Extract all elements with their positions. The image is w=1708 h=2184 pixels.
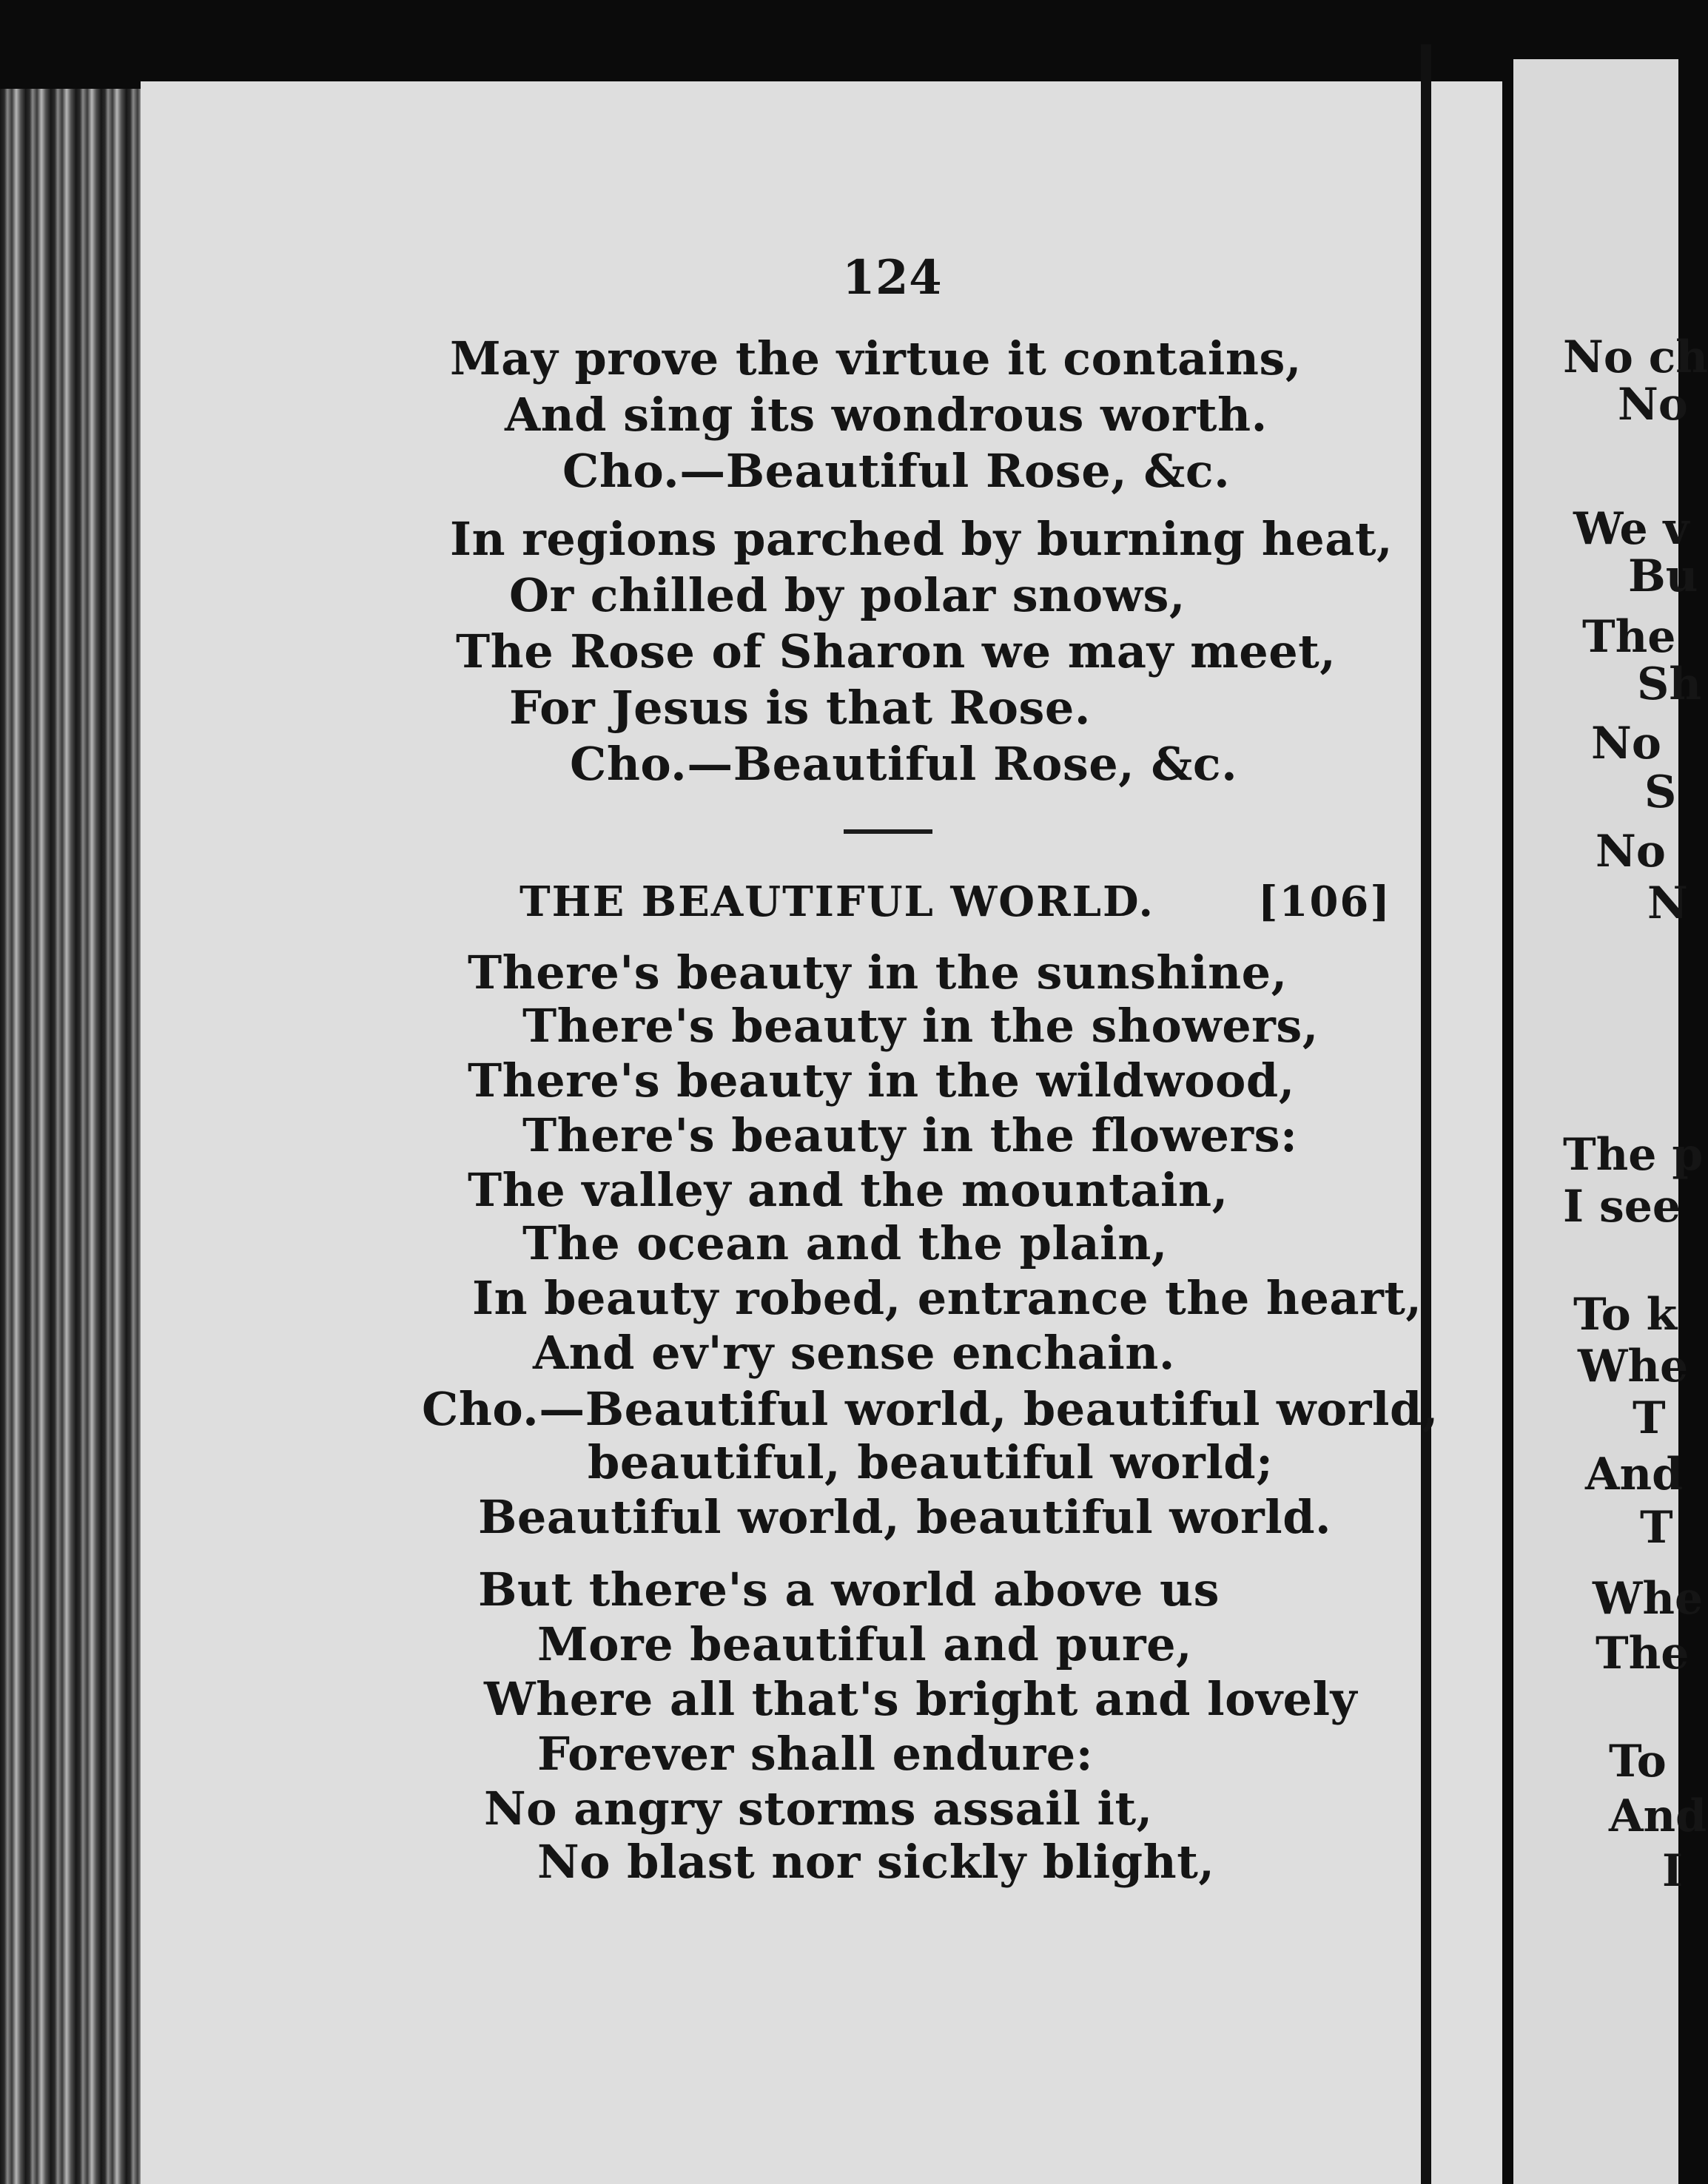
chorus-line-2: beautiful, beautiful world;	[588, 1435, 1274, 1489]
verse2-line-6: No blast nor sickly blight,	[537, 1835, 1215, 1889]
stanza2-line-1: In regions parched by burning heat,	[450, 512, 1393, 566]
right-fragment: No ch	[1563, 331, 1708, 383]
right-fragment: I see	[1563, 1181, 1681, 1233]
stanza2-chorus-ref: Cho.—Beautiful Rose, &c.	[570, 737, 1238, 791]
right-fragment: The	[1582, 611, 1676, 663]
right-fragment: No	[1618, 379, 1688, 431]
right-fragment: And	[1585, 1449, 1684, 1500]
verse2-line-4: Forever shall endure:	[537, 1727, 1094, 1781]
right-fragment: T	[1640, 1502, 1673, 1554]
right-fragment: Sh	[1637, 658, 1701, 710]
right-fragment: I	[1662, 1845, 1684, 1897]
verse2-line-3: Where all that's bright and lovely	[484, 1672, 1358, 1726]
verse2-line-5: No angry storms assail it,	[484, 1782, 1153, 1836]
chorus-line-1: Cho.—Beautiful world, beautiful world,	[422, 1382, 1439, 1436]
right-fragment: T	[1633, 1392, 1666, 1444]
verse1-line-2: There's beauty in the showers,	[522, 999, 1319, 1053]
right-fragment: Whe	[1593, 1573, 1704, 1625]
verse2-line-1: But there's a world above us	[478, 1563, 1220, 1617]
right-fragment: No	[1596, 826, 1666, 877]
stanza1-line-2: And sing its wondrous worth.	[505, 388, 1268, 442]
song-title: THE BEAUTIFUL WORLD.	[520, 877, 1155, 926]
right-fragment: N	[1647, 877, 1688, 929]
right-fragment: Bu	[1628, 550, 1698, 602]
verse1-line-7: In beauty robed, entrance the heart,	[472, 1271, 1422, 1325]
verse1-line-8: And ev'ry sense enchain.	[533, 1326, 1175, 1380]
verse1-line-3: There's beauty in the wildwood,	[468, 1054, 1295, 1108]
right-fragment: No	[1591, 718, 1661, 769]
right-fragment: To k	[1573, 1289, 1678, 1341]
page-number: 124	[842, 250, 943, 306]
verse1-line-1: There's beauty in the sunshine,	[468, 946, 1288, 1000]
right-fragment: We v	[1573, 503, 1689, 555]
right-fragment: To	[1609, 1736, 1667, 1787]
book-gutter	[1421, 44, 1431, 2184]
verse1-line-5: The valley and the mountain,	[468, 1163, 1228, 1217]
song-number: [106]	[1258, 877, 1391, 926]
right-fragment: And	[1609, 1790, 1707, 1842]
stanza1-chorus-ref: Cho.—Beautiful Rose, &c.	[562, 444, 1231, 498]
stanza1-line-1: May prove the virtue it contains,	[450, 331, 1302, 385]
stanza2-line-4: For Jesus is that Rose.	[509, 681, 1091, 735]
chorus-line-3: Beautiful world, beautiful world.	[478, 1490, 1332, 1544]
right-fragment: S	[1644, 766, 1677, 818]
stanza2-line-3: The Rose of Sharon we may meet,	[456, 624, 1337, 678]
right-fragment: The p	[1563, 1129, 1704, 1181]
verse1-line-4: There's beauty in the flowers:	[522, 1108, 1298, 1162]
stanza2-line-2: Or chilled by polar snows,	[509, 568, 1186, 622]
right-fragment: Whe	[1578, 1341, 1689, 1392]
section-divider	[844, 829, 932, 834]
verse1-line-6: The ocean and the plain,	[522, 1216, 1168, 1270]
right-fragment: The	[1596, 1628, 1689, 1679]
verse2-line-2: More beautiful and pure,	[537, 1617, 1193, 1671]
